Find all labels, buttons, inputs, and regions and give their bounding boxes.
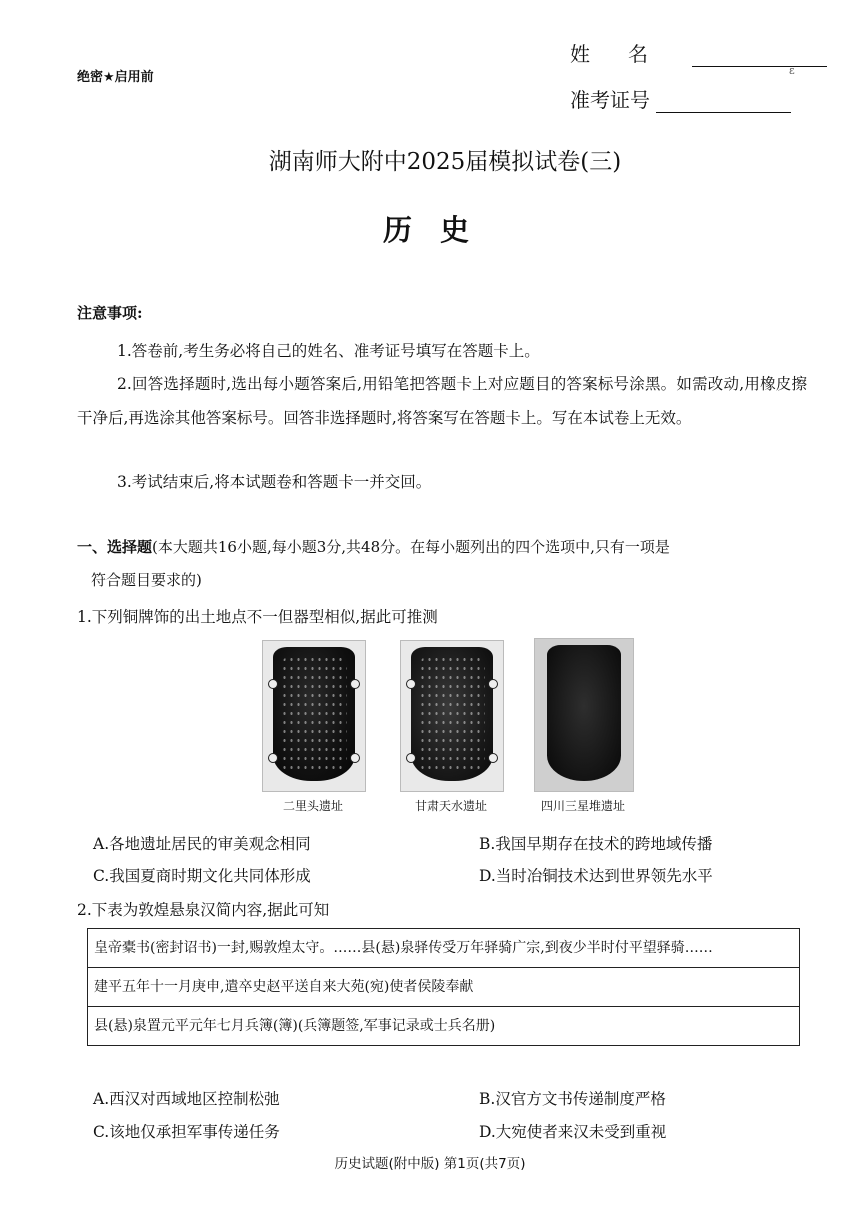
q1-option-a: A.各地遗址居民的审美观念相同: [93, 835, 311, 853]
table-row: [88, 929, 800, 968]
section-1-intro: [77, 531, 812, 597]
question-2-stem: 2.下表为敦煌悬泉汉简内容,据此可知: [77, 901, 330, 919]
figure-caption-1: 二里头遗址: [282, 799, 343, 813]
bronze-plaque-erlitou-image: [262, 640, 366, 792]
confidential-label: 绝密★启用前: [77, 70, 154, 85]
q1-option-c: C.我国夏商时期文化共同体形成: [93, 867, 311, 885]
table-cell: 建平五年十一月庚申,遣卒史赵平送自来大苑(宛)使者侯陵奉献: [88, 968, 800, 1007]
notice-heading: 注意事项:: [77, 304, 143, 322]
figure-caption-3: 四川三星堆遗址: [540, 799, 625, 813]
name-label: 姓名: [570, 42, 686, 66]
table-row: [88, 968, 800, 1007]
exam-title: 湖南师大附中2025届模拟试卷(三): [268, 149, 622, 175]
q1-option-d: D.当时冶铜技术达到世界领先水平: [479, 867, 713, 885]
question-2-table: [87, 928, 800, 1046]
table-cell: 皇帝橐书(密封诏书)一封,赐敦煌太守。……县(悬)泉驿传受万年驿骑广宗,到夜少半时付平望驿骑……: [88, 929, 800, 968]
name-field: [570, 38, 827, 67]
notice-item-2: 2.回答选择题时,选出每小题答案后,用铅笔把答题卡上对应题目的答案标号涂黑。如需改动,用橡皮擦干净后,再选涂其他答案标号。回答非选择题时,将答案写在答题卡上。写在本试卷上无效。: [77, 375, 807, 427]
section-1-desc: (本大题共16小题,每小题3分,共48分。在每小题列出的四个选项中,只有一项是: [152, 538, 670, 556]
exam-id-blank: [656, 92, 791, 113]
q2-option-d: D.大宛使者来汉未受到重视: [479, 1123, 667, 1141]
table-row: [88, 1007, 800, 1046]
notice-item-1: 1.答卷前,考生务必将自己的姓名、准考证号填写在答题卡上。: [117, 342, 540, 360]
q2-option-c: C.该地仅承担军事传递任务: [93, 1123, 280, 1141]
section-1-heading: 一、选择题: [77, 538, 153, 556]
name-blank: [692, 46, 827, 67]
question-1-stem: 1.下列铜牌饰的出土地点不一但器型相似,据此可推测: [77, 608, 438, 626]
figure-caption-2: 甘肃天水遗址: [414, 799, 487, 813]
corner-mark: ε: [789, 64, 795, 77]
section-1-desc-cont: 符合题目要求的): [91, 571, 202, 589]
subject-title: 历史: [382, 213, 497, 247]
bronze-plaque-tianshui-image: [400, 640, 504, 792]
q2-option-a: A.西汉对西域地区控制松弛: [93, 1090, 280, 1108]
bronze-plaque-sanxingdui-image: [534, 638, 634, 792]
table-cell: 县(悬)泉置元平元年七月兵簿(簿)(兵簿题签,军事记录或士兵名册): [88, 1007, 800, 1046]
notice-item-3: 3.考试结束后,将本试题卷和答题卡一并交回。: [117, 473, 432, 491]
exam-id-field: [570, 84, 791, 113]
page-footer: 历史试题(附中版) 第1页(共7页): [334, 1156, 526, 1172]
q1-option-b: B.我国早期存在技术的跨地域传播: [479, 835, 713, 853]
exam-id-label: 准考证号: [570, 88, 650, 112]
q2-option-b: B.汉官方文书传递制度严格: [479, 1090, 666, 1108]
